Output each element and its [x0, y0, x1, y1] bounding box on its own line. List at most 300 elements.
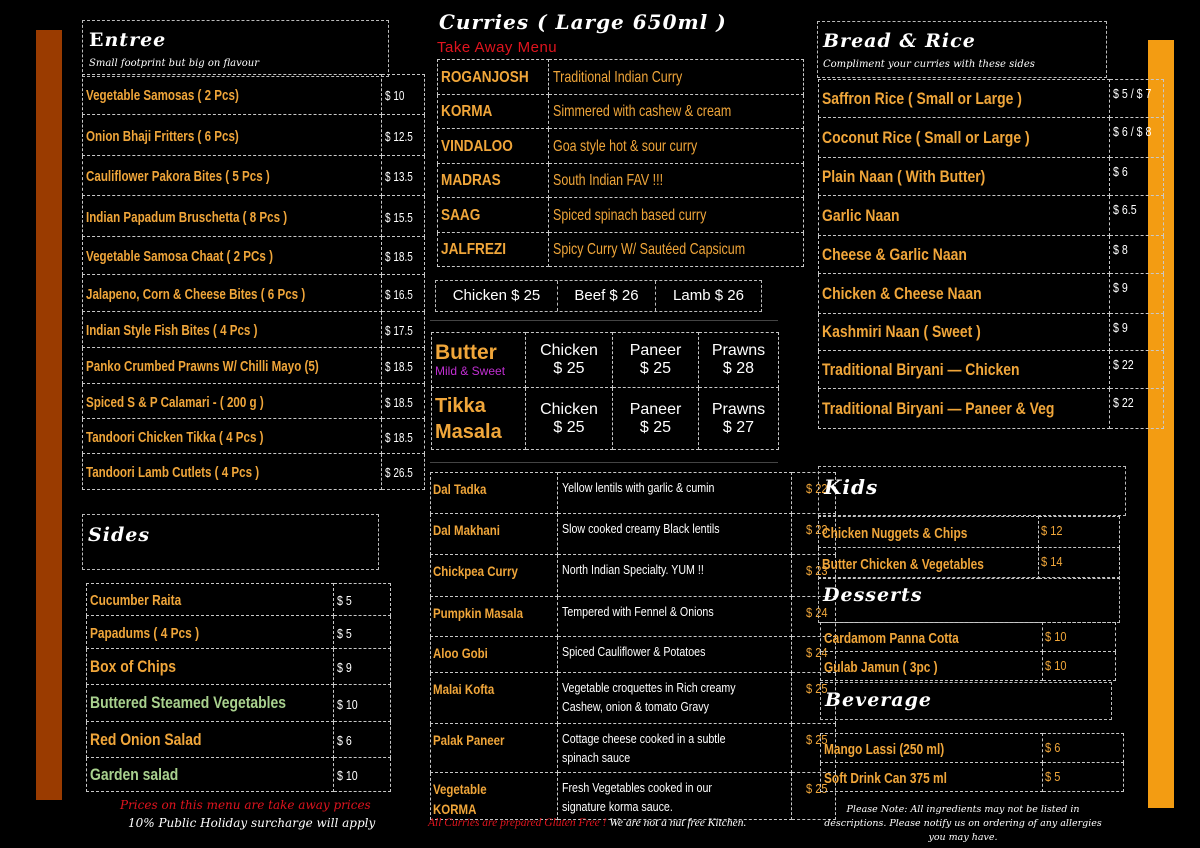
entree-item-price: $ 17.5 — [384, 324, 413, 338]
entree-item-cell — [83, 454, 382, 490]
bread-price-cell — [1110, 236, 1163, 274]
bread-item-name: Plain Naan ( With Butter) — [822, 166, 986, 186]
entree-row — [83, 419, 425, 454]
tikka-prawns-label: Prawns — [711, 400, 766, 418]
veg-name-cell — [431, 514, 558, 555]
bread-price-cell — [1110, 314, 1163, 351]
beverage-row-price: $ 6 — [1045, 740, 1061, 755]
bread-subtitle: Compliment your curries with these sides — [823, 59, 1035, 70]
butter-prawns-label: Prawns — [711, 342, 766, 359]
entree-item-price: $ 18.5 — [384, 430, 413, 445]
veg-desc: Tempered with Fennel & Onions — [562, 604, 714, 619]
curries-title: Curries ( Large 650ml ) — [439, 10, 727, 34]
entree-item-price: $ 15.5 — [384, 210, 413, 225]
sides-item-name: Buttered Steamed Vegetables — [90, 693, 287, 712]
curry-name: VINDALOO — [441, 137, 513, 155]
tikka-name-line1: Tikka — [435, 394, 486, 417]
veg-desc-cell — [558, 724, 792, 773]
desserts-table — [820, 622, 1116, 681]
curry-desc-cell — [549, 60, 804, 95]
entree-item-price: $ 18.5 — [384, 250, 413, 264]
bread-price-cell — [1110, 158, 1163, 196]
beverage-row-name-cell — [821, 763, 1043, 792]
veg-price: $ 25 — [806, 681, 828, 696]
veg-desc-cell — [558, 597, 792, 637]
entree-item-price: $ 12.5 — [384, 129, 413, 144]
entree-item-cell — [83, 384, 382, 419]
veg-row — [431, 473, 836, 514]
curry-name-cell — [438, 198, 549, 233]
bread-item-cell — [819, 118, 1110, 158]
beverage-row-name: Mango Lassi (250 ml) — [824, 741, 945, 758]
curry-row — [438, 198, 804, 233]
curry-desc: Spicy Curry W/ Sautéed Capsicum — [553, 241, 746, 259]
entree-item-cell — [83, 196, 382, 237]
tikka-paneer-label: Paneer — [629, 400, 682, 418]
entree-price-cell — [381, 312, 424, 348]
curry-desc: Goa style hot & sour curry — [553, 137, 698, 155]
beverage-title: Beverage — [825, 689, 932, 711]
veg-desc: Vegetable croquettes in Rich creamy Cashew, onion & tomato Gravy — [562, 680, 736, 714]
bread-item-price: $ 8 — [1113, 243, 1129, 257]
bread-item-price: $ 22 — [1113, 396, 1135, 410]
entree-item-cell — [83, 419, 382, 454]
bread-row — [819, 351, 1164, 389]
bread-item-cell — [819, 351, 1110, 389]
entree-item-cell — [83, 115, 382, 156]
bread-item-name: Coconut Rice ( Small or Large ) — [822, 127, 1030, 147]
sides-table — [86, 583, 391, 792]
kids-row-price-cell — [1039, 548, 1120, 579]
curry-desc-cell — [549, 163, 804, 198]
curry-desc-cell — [549, 129, 804, 164]
tikka-chicken-price: $ 25 — [553, 418, 585, 436]
veg-price: $ 25 — [806, 781, 828, 796]
curry-name: KORMA — [441, 103, 493, 121]
bread-item-price: $ 6 — [1113, 165, 1129, 179]
bread-price-cell — [1110, 196, 1163, 236]
entree-item-name: Tandoori Chicken Tikka ( 4 Pcs ) — [86, 429, 264, 446]
bread-price-cell — [1110, 118, 1163, 158]
butter-tikka-table — [431, 332, 779, 450]
entree-subtitle: Small footprint but big on flavour — [89, 58, 260, 69]
veg-desc-cell — [558, 637, 792, 673]
veg-name: Malai Kofta — [433, 681, 495, 697]
butter-chicken-cell — [526, 333, 613, 388]
curry-name: ROGANJOSH — [441, 68, 529, 86]
bread-row — [819, 80, 1164, 118]
bread-item-name: Traditional Biryani — Chicken — [822, 359, 1020, 379]
sides-item-price: $ 10 — [337, 697, 358, 712]
curry-name: SAAG — [441, 206, 481, 224]
curry-desc-cell — [549, 198, 804, 233]
sides-item-name: Box of Chips — [90, 656, 176, 676]
bread-price-cell — [1110, 351, 1163, 389]
beverage-row-name: Soft Drink Can 375 ml — [824, 770, 947, 787]
kids-title: Kids — [824, 475, 879, 499]
sides-item-price: $ 10 — [337, 769, 358, 783]
tikka-paneer-cell — [613, 388, 699, 450]
curries-subtitle: Take Away Menu — [437, 39, 558, 56]
veg-row — [431, 514, 836, 555]
entree-row — [83, 237, 425, 275]
curry-row — [438, 163, 804, 198]
veg-name: Aloo Gobi — [433, 645, 488, 661]
entree-row — [83, 156, 425, 196]
kids-row-name-cell — [819, 517, 1039, 548]
sides-item-cell — [87, 584, 334, 616]
veg-desc-cell — [558, 473, 792, 514]
veg-price: $ 23 — [806, 522, 828, 537]
sides-item-price: $ 9 — [337, 661, 352, 675]
bread-row — [819, 236, 1164, 274]
bread-item-name: Kashmiri Naan ( Sweet ) — [822, 322, 981, 341]
entree-item-name: Onion Bhaji Fritters ( 6 Pcs) — [86, 128, 239, 145]
left-decorative-stripe — [36, 30, 62, 800]
curry-name-cell — [438, 129, 549, 164]
sides-item-cell — [87, 722, 334, 758]
entree-row — [83, 454, 425, 490]
sides-price-cell — [334, 685, 391, 722]
entree-item-cell — [83, 348, 382, 384]
dessert-row — [821, 623, 1116, 652]
tikka-paneer-price: $ 25 — [639, 418, 672, 436]
entree-item-name: Tandoori Lamb Cutlets ( 4 Pcs ) — [86, 465, 260, 481]
veg-desc: Cottage cheese cooked in a subtle spinach sauce — [562, 731, 726, 765]
curry-desc: South Indian FAV !!! — [553, 172, 664, 190]
sides-row — [87, 758, 391, 792]
veg-row — [431, 724, 836, 773]
entree-price-cell — [381, 156, 424, 196]
veg-name: Dal Tadka — [433, 481, 487, 497]
bread-item-cell — [819, 80, 1110, 118]
veg-price: $ 25 — [806, 732, 828, 747]
beverage-row — [821, 734, 1124, 763]
entree-item-price: $ 26.5 — [384, 466, 413, 480]
sides-item-name: Red Onion Salad — [90, 729, 202, 749]
sides-price-cell — [334, 616, 391, 649]
veg-desc-cell — [558, 673, 792, 724]
kids-row — [819, 548, 1120, 579]
bread-item-cell — [819, 196, 1110, 236]
dessert-row — [821, 652, 1116, 681]
bread-row — [819, 389, 1164, 429]
entree-item-cell — [83, 156, 382, 196]
beverage-header — [820, 682, 1112, 720]
kids-row-name-cell — [819, 548, 1039, 579]
butter-note: Mild & Sweet — [435, 364, 506, 378]
bread-item-name: Chicken & Cheese Naan — [822, 283, 982, 303]
veg-name: Dal Makhani — [433, 522, 500, 538]
veg-desc-cell — [558, 773, 792, 820]
sides-row — [87, 584, 391, 616]
veg-name: Pumpkin Masala — [433, 605, 523, 621]
veg-name: Vegetable KORMA — [433, 781, 487, 817]
bread-price-cell — [1110, 80, 1163, 118]
bread-item-price: $ 9 — [1113, 281, 1129, 295]
entree-price-cell — [381, 275, 424, 312]
entree-price-cell — [381, 196, 424, 237]
bread-item-name: Traditional Biryani — Paneer & Veg — [822, 398, 1055, 418]
sides-price-cell — [334, 649, 391, 685]
entree-row — [83, 312, 425, 348]
beverage-row — [821, 763, 1124, 792]
bread-item-price: $ 9 — [1113, 321, 1129, 335]
curry-name-cell — [438, 163, 549, 198]
sides-note-red: Prices on this menu are take away prices — [120, 798, 371, 812]
veg-price: $ 23 — [806, 563, 828, 578]
veg-name: Palak Paneer — [433, 732, 505, 748]
veg-name-cell — [431, 773, 558, 820]
veg-name-cell — [431, 473, 558, 514]
entree-title: Entree — [89, 29, 167, 51]
entree-price-cell — [381, 115, 424, 156]
curry-name-cell — [438, 94, 549, 129]
bread-title: Bread & Rice — [823, 30, 976, 52]
tikka-name-cell — [432, 388, 526, 450]
entree-price-cell — [381, 384, 424, 419]
bread-row — [819, 196, 1164, 236]
curry-name: JALFREZI — [441, 241, 506, 259]
sides-price-cell — [334, 584, 391, 616]
entree-item-name: Jalapeno, Corn & Cheese Bites ( 6 Pcs ) — [86, 286, 306, 303]
curries-table — [437, 59, 804, 267]
entree-item-price: $ 10 — [384, 89, 405, 103]
sides-item-cell — [87, 685, 334, 722]
bread-price-cell — [1110, 274, 1163, 314]
sides-item-price: $ 5 — [337, 594, 352, 608]
veg-footer — [428, 817, 746, 829]
curry-row — [438, 232, 804, 267]
veg-row — [431, 773, 836, 820]
veg-price: $ 22 — [806, 481, 828, 496]
curries-divider-2 — [430, 462, 778, 463]
veg-name: Chickpea Curry — [433, 563, 518, 579]
butter-prawns-cell — [699, 333, 779, 388]
entree-row — [83, 348, 425, 384]
veg-name-cell — [431, 673, 558, 724]
sides-row — [87, 722, 391, 758]
entree-item-name: Indian Style Fish Bites ( 4 Pcs ) — [86, 323, 258, 339]
entree-row — [83, 115, 425, 156]
curry-row — [438, 60, 804, 95]
sides-item-name: Cucumber Raita — [90, 593, 182, 609]
sides-item-name: Papadums ( 4 Pcs ) — [90, 625, 200, 642]
entree-item-price: $ 18.5 — [384, 395, 413, 410]
veg-table — [430, 472, 836, 820]
bread-row — [819, 274, 1164, 314]
veg-footer-white: We are not a nut free Kitchen. — [609, 817, 747, 829]
veg-name-cell — [431, 597, 558, 637]
entree-item-name: Vegetable Samosas ( 2 Pcs) — [86, 88, 239, 104]
veg-desc: Spiced Cauliflower & Potatoes — [562, 644, 706, 659]
bread-item-price: $ 6 / $ 8 — [1113, 125, 1152, 139]
tikka-prawns-cell — [699, 388, 779, 450]
curry-desc: Traditional Indian Curry — [553, 68, 683, 86]
entree-item-price: $ 18.5 — [384, 360, 413, 374]
sides-price-cell — [334, 722, 391, 758]
sides-note-white: 10% Public Holiday surcharge will apply — [128, 816, 376, 830]
veg-name-cell — [431, 555, 558, 597]
dessert-row-price-cell — [1043, 652, 1116, 681]
entree-item-name: Vegetable Samosa Chaat ( 2 PCs ) — [86, 249, 273, 265]
veg-desc: Slow cooked creamy Black lentils — [562, 521, 720, 536]
bread-row — [819, 314, 1164, 351]
sides-row — [87, 685, 391, 722]
bread-header — [817, 21, 1107, 78]
allergy-note: Please Note: All ingredients may not be listed in descriptions. Please notify us on ordering of any allergies you may have. — [824, 804, 1102, 843]
bread-item-price: $ 6.5 — [1113, 203, 1138, 217]
sides-item-cell — [87, 758, 334, 792]
entree-header — [82, 20, 389, 77]
desserts-header — [818, 577, 1120, 623]
veg-desc: Fresh Vegetables cooked in our signature korma sauce. — [562, 780, 712, 814]
sides-header — [82, 514, 379, 570]
veg-name-cell — [431, 724, 558, 773]
kids-row-price: $ 12 — [1041, 523, 1063, 538]
butter-name: Butter — [435, 341, 497, 364]
sides-row — [87, 616, 391, 649]
kids-table — [818, 516, 1120, 579]
veg-row — [431, 555, 836, 597]
entree-item-name: Panko Crumbed Prawns W/ Chilli Mayo (5) — [86, 359, 319, 375]
entree-row — [83, 384, 425, 419]
curry-name-cell — [438, 232, 549, 267]
butter-name-cell — [432, 333, 526, 388]
veg-name-cell — [431, 637, 558, 673]
entree-item-cell — [83, 75, 382, 115]
bread-price-cell — [1110, 389, 1163, 429]
bread-item-price: $ 22 — [1113, 358, 1135, 372]
veg-price: $ 24 — [806, 605, 828, 620]
kids-row-price-cell — [1039, 517, 1120, 548]
sides-price-cell — [334, 758, 391, 792]
veg-row — [431, 597, 836, 637]
kids-row-name: Chicken Nuggets & Chips — [822, 525, 968, 542]
bread-item-cell — [819, 236, 1110, 274]
curry-name: MADRAS — [441, 172, 501, 190]
sides-item-price: $ 5 — [337, 626, 352, 641]
entree-row — [83, 275, 425, 312]
sides-item-cell — [87, 649, 334, 685]
butter-prawns-price: $ 28 — [722, 360, 755, 377]
bread-item-cell — [819, 274, 1110, 314]
bread-row — [819, 118, 1164, 158]
curry-desc-cell — [549, 94, 804, 129]
veg-footer-red: All Curries are prepared Gluten Free ! — [428, 817, 607, 829]
beverage-row-price: $ 5 — [1045, 769, 1061, 784]
entree-price-cell — [381, 454, 424, 490]
bread-item-cell — [819, 389, 1110, 429]
veg-price: $ 24 — [806, 645, 828, 660]
sides-item-cell — [87, 616, 334, 649]
butter-chicken-label: Chicken — [540, 342, 598, 359]
dessert-row-price-cell — [1043, 623, 1116, 652]
tikka-prawns-price: $ 27 — [722, 418, 755, 436]
veg-desc-cell — [558, 555, 792, 597]
tikka-name-line2: Masala — [435, 420, 502, 443]
curry-row — [438, 129, 804, 164]
curries-price-chicken: Chicken $ 25 — [436, 281, 558, 311]
curry-name-cell — [438, 60, 549, 95]
entree-table — [82, 74, 425, 490]
curries-divider-1 — [430, 320, 778, 321]
entree-row — [83, 196, 425, 237]
sides-item-name: Garden salad — [90, 764, 179, 784]
entree-item-cell — [83, 312, 382, 348]
curry-desc-cell — [549, 232, 804, 267]
entree-item-cell — [83, 275, 382, 312]
kids-header — [818, 466, 1126, 516]
entree-price-cell — [381, 75, 424, 115]
butter-paneer-label: Paneer — [629, 342, 682, 359]
desserts-title: Desserts — [823, 584, 923, 606]
bread-table — [818, 79, 1164, 429]
beverage-row-name-cell — [821, 734, 1043, 763]
veg-desc-cell — [558, 514, 792, 555]
entree-price-cell — [381, 419, 424, 454]
dessert-row-price: $ 10 — [1045, 629, 1067, 644]
curry-desc: Spiced spinach based curry — [553, 206, 707, 224]
dessert-row-price: $ 10 — [1045, 658, 1067, 673]
entree-item-price: $ 16.5 — [384, 287, 413, 302]
butter-paneer-cell — [613, 333, 699, 388]
curries-price-bar — [435, 280, 762, 312]
entree-item-cell — [83, 237, 382, 275]
bread-item-name: Cheese & Garlic Naan — [822, 244, 967, 264]
kids-row — [819, 517, 1120, 548]
dessert-row-name: Gulab Jamun ( 3pc ) — [824, 659, 938, 676]
bread-item-cell — [819, 314, 1110, 351]
beverage-row-price-cell — [1043, 763, 1124, 792]
tikka-chicken-label: Chicken — [540, 400, 598, 418]
kids-row-name: Butter Chicken & Vegetables — [822, 556, 984, 573]
beverage-row-price-cell — [1043, 734, 1124, 763]
entree-price-cell — [381, 348, 424, 384]
veg-row — [431, 673, 836, 724]
veg-desc: North Indian Specialty. YUM !! — [562, 562, 704, 577]
veg-desc: Yellow lentils with garlic & cumin — [562, 480, 715, 495]
bread-item-name: Garlic Naan — [822, 205, 900, 225]
curries-price-lamb: Lamb $ 26 — [673, 287, 744, 304]
entree-item-price: $ 13.5 — [384, 170, 413, 184]
dessert-row-name-cell — [821, 652, 1043, 681]
curries-price-beef: Beef $ 26 — [558, 281, 656, 311]
entree-row — [83, 75, 425, 115]
entree-item-name: Cauliflower Pakora Bites ( 5 Pcs ) — [86, 169, 270, 185]
kids-row-price: $ 14 — [1041, 554, 1063, 569]
beverage-table — [820, 733, 1124, 792]
tikka-chicken-cell — [526, 388, 613, 450]
entree-price-cell — [381, 237, 424, 275]
entree-item-name: Indian Papadum Bruschetta ( 8 Pcs ) — [86, 209, 288, 226]
bread-item-cell — [819, 158, 1110, 196]
sides-row — [87, 649, 391, 685]
bread-item-name: Saffron Rice ( Small or Large ) — [822, 88, 1022, 108]
butter-chicken-price: $ 25 — [553, 360, 585, 377]
entree-item-name: Spiced S & P Calamari - ( 200 g ) — [86, 394, 264, 411]
bread-item-price: $ 5 / $ 7 — [1113, 87, 1152, 101]
bread-row — [819, 158, 1164, 196]
curry-row — [438, 94, 804, 129]
sides-item-price: $ 6 — [337, 734, 352, 748]
dessert-row-name-cell — [821, 623, 1043, 652]
sides-title: Sides — [88, 524, 151, 546]
butter-paneer-price: $ 25 — [639, 360, 672, 377]
curry-desc: Simmered with cashew & cream — [553, 103, 732, 121]
dessert-row-name: Cardamom Panna Cotta — [824, 630, 959, 647]
veg-row — [431, 637, 836, 673]
